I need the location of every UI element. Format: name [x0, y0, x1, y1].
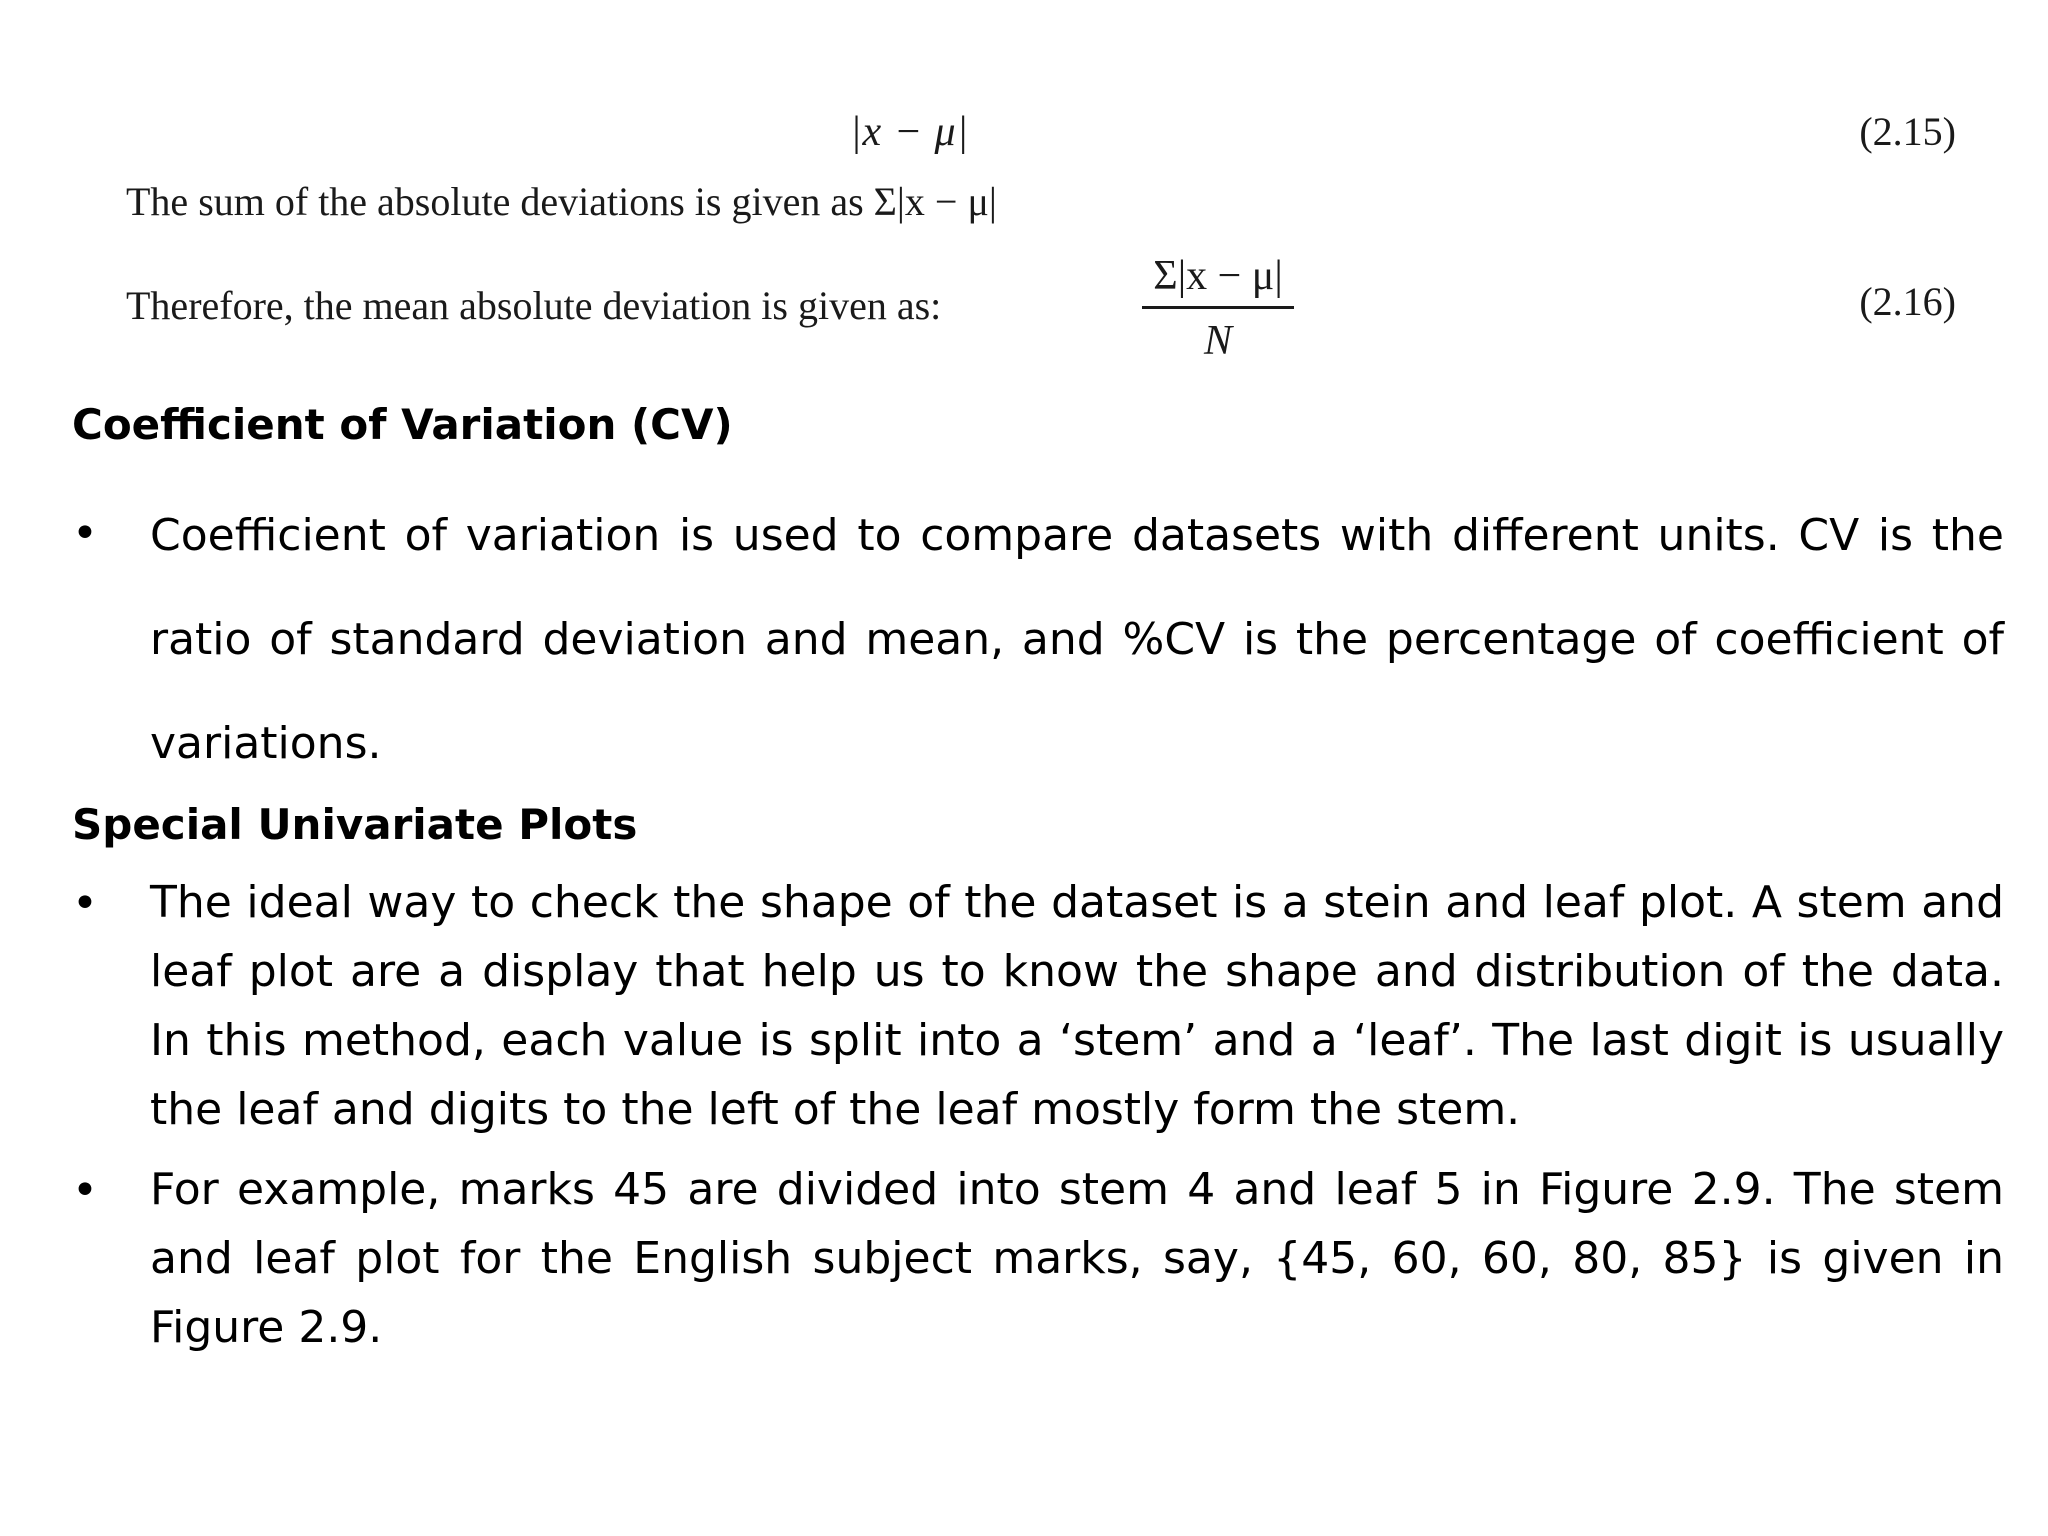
mean-absolute-deviation-text: Therefore, the mean absolute deviation is given as: — [126, 283, 942, 328]
bullet-icon: • — [72, 1165, 98, 1216]
univariate-plots-heading: Special Univariate Plots — [72, 800, 638, 849]
fraction-denominator: N — [1203, 318, 1232, 364]
stem-leaf-example: For example, marks 45 are divided into stem 4 and leaf 5 in Figure 2.9. The stem and leaf plot for the English subject marks, say, {45, 60, 60, 80, 85} is given in Figure 2.9. — [150, 1164, 2004, 1353]
stem-leaf-description: The ideal way to check the shape of the dataset is a stein and leaf plot. A stem and leaf plot are a display that help us to know the shape and distribution of the data. In this method, each value is split into a ‘stem’ and a ‘leaf’. The last digit is usually the leaf and digits to the left of the leaf mostly form the stem. — [150, 877, 2004, 1135]
bullet-icon: • — [72, 878, 98, 929]
sum-absolute-deviations-text: The sum of the absolute deviations is given as Σ|x − μ| — [126, 179, 997, 224]
cv-heading: Coefficient of Variation (CV) — [72, 400, 733, 449]
equation-number-2-15: (2.15) — [1859, 109, 1956, 154]
bullet-icon: • — [72, 508, 98, 559]
fraction-numerator: Σ|x − μ| — [1153, 253, 1283, 299]
equation-2-15: |x − μ| — [850, 109, 970, 155]
equation-number-2-16: (2.16) — [1859, 279, 1956, 324]
cv-description: Coefficient of variation is used to compare datasets with different units. CV is the ratio of standard deviation and mean, and %CV is the percentage of coefficient of variations. — [150, 510, 2004, 769]
